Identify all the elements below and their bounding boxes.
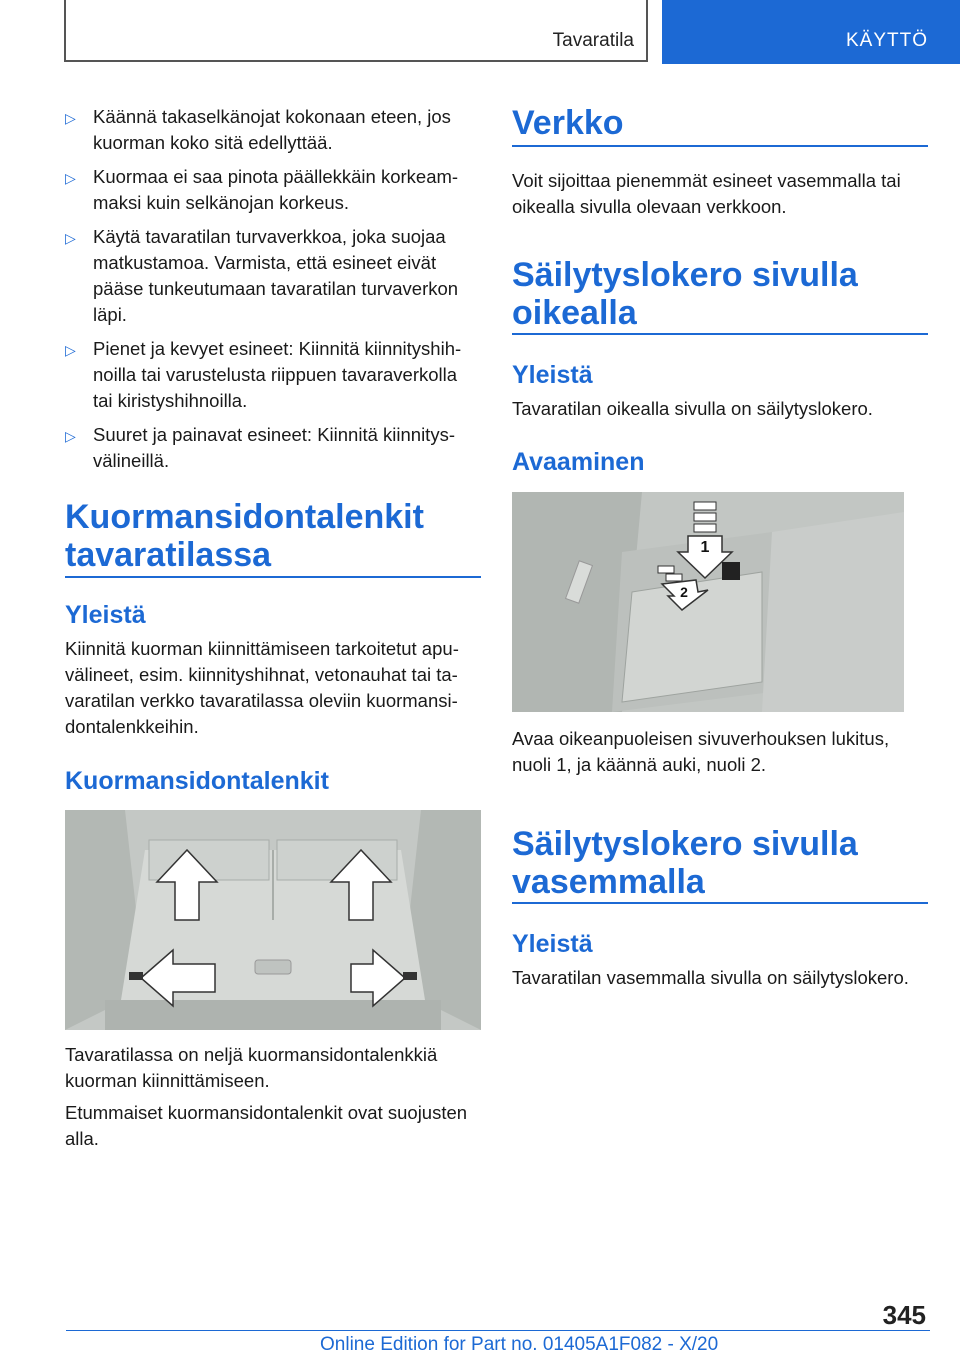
triangle-bullet-icon: ▷	[65, 428, 76, 444]
list-item: ▷ Käännä takaselkänojat kokonaan eteen, jos kuorman koko sitä edellyttää.	[65, 106, 451, 153]
page-number: 345	[882, 1300, 926, 1330]
heading-left-compartment: Säilytyslokero sivulla vasemmalla	[512, 825, 858, 901]
heading-rule	[65, 576, 481, 578]
caption-lashing-count: Tavaratilassa on neljä kuormansidontalenkkiä kuorman kiinnittämiseen.	[65, 1044, 438, 1091]
header-chapter-title: KÄYTTÖ	[845, 30, 928, 51]
triangle-bullet-icon: ▷	[65, 230, 76, 246]
heading-right-compartment: Säilytyslokero sivulla oikealla	[512, 256, 858, 332]
list-item: ▷ Suuret ja painavat esineet: Kiinnitä kiinnitysvälineillä.	[65, 424, 455, 471]
subheading-opening: Avaaminen	[512, 448, 645, 476]
subheading-general-left: Yleistä	[512, 930, 593, 958]
triangle-bullet-icon: ▷	[65, 342, 76, 358]
arrow-1-label: 1	[700, 539, 710, 556]
heading-rule	[512, 902, 928, 904]
subheading-lashing-eyes: Kuormansidontalenkit	[65, 767, 329, 795]
arrow-2-label: 2	[680, 584, 688, 600]
cargo-lashing-eyes-figure	[65, 810, 481, 1030]
triangle-bullet-icon: ▷	[65, 170, 76, 186]
general-right-text: Tavaratilan oikealla sivulla on säilytyslokero.	[512, 398, 873, 419]
general-text: Kiinnitä kuorman kiinnittämiseen tarkoitetut apuvälineet, esim. kiinnityshihnat, vetonauhat tai tavaratilan verkko tavaratilassa oleviin kuormansidontalenkkeihin.	[65, 638, 459, 737]
opening-text: Avaa oikeanpuoleisen sivuverhouksen lukitus, nuoli 1, ja käännä auki, nuoli 2.	[512, 728, 890, 775]
list-item: ▷ Käytä tavaratilan turvaverkkoa, joka suojaa matkustamoa. Varmista, että esineet eivät pääse tunkeutumaan tavaratilan turvaverkon läpi.	[65, 226, 459, 325]
cargo-area-illustration	[65, 810, 481, 1030]
instruction-list	[65, 104, 481, 482]
compartment-opening-figure	[512, 492, 904, 712]
footer-rule	[66, 1330, 930, 1331]
heading-rule	[512, 145, 928, 147]
general-left-text: Tavaratilan vasemmalla sivulla on säilytyslokero.	[512, 967, 909, 988]
header-section-title: Tavaratila	[552, 30, 634, 51]
heading-rule	[512, 333, 928, 335]
footer-edition: Online Edition for Part no. 01405A1F082 - X/20	[320, 1334, 719, 1355]
heading-lashing-eyes: Kuormansidontalenkit tavaratilassa	[65, 498, 424, 574]
side-compartment-illustration	[512, 492, 904, 712]
triangle-bullet-icon: ▷	[65, 110, 76, 126]
header-chapter-tab	[662, 0, 960, 64]
list-item: ▷ Kuormaa ei saa pinota päällekkäin korkeammaksi kuin selkänojan korkeus.	[65, 166, 459, 213]
heading-net: Verkko	[512, 104, 624, 142]
caption-front-eyes: Etummaiset kuormansidontalenkit ovat suojusten alla.	[65, 1102, 468, 1149]
subheading-general: Yleistä	[65, 601, 146, 629]
list-item: ▷ Pienet ja kevyet esineet: Kiinnitä kiinnityshihnoilla tai varustelusta riippuen tavaraverkolla tai kiristyshihnoilla.	[65, 338, 462, 411]
header-section-box	[64, 0, 648, 62]
subheading-general-right: Yleistä	[512, 361, 593, 389]
net-text: Voit sijoittaa pienemmät esineet vasemmalla tai oikealla sivulla olevaan verkkoon.	[512, 170, 901, 217]
